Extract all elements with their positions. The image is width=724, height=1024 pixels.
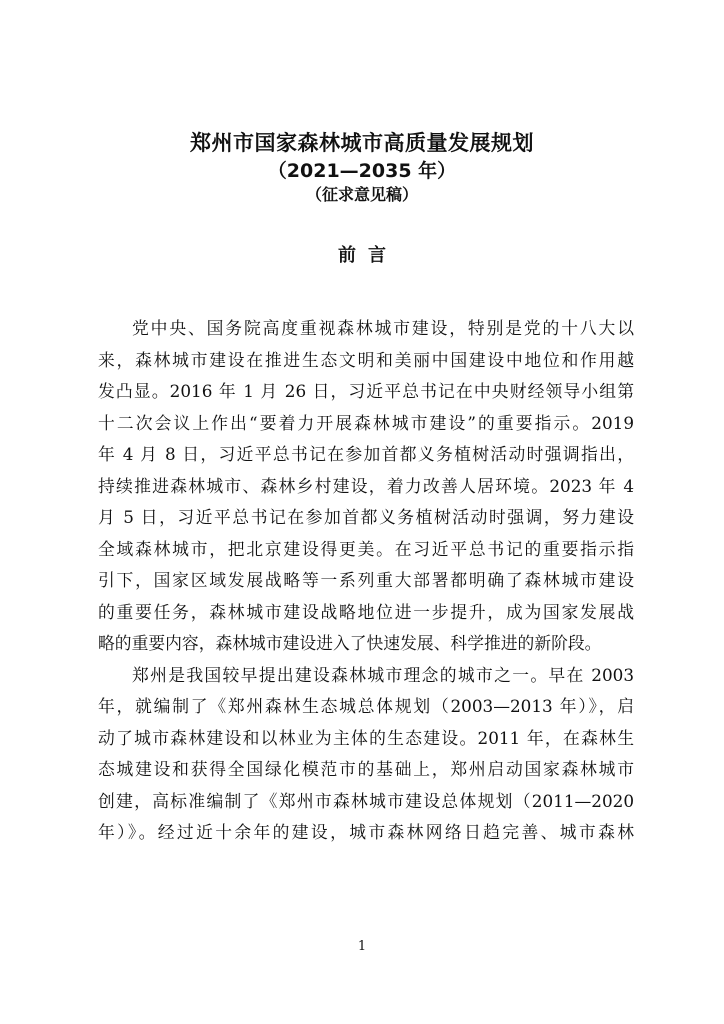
paragraph-1-line: 略的重要内容，森林城市建设进入了快速发展、科学推进的新阶段。	[98, 633, 602, 653]
paragraph-1-line: 全域森林城市，把北京建设得更美。在习近平总书记的重要指示指	[98, 538, 634, 559]
document-title: 郑州市国家森林城市高质量发展规划	[190, 130, 534, 155]
paragraph-1-line: 月 5 日，习近平总书记在参加首都义务植树活动时强调，努力建设	[98, 507, 634, 527]
section-heading-preface: 前言	[338, 245, 398, 266]
draft-label: （征求意见稿）	[305, 185, 418, 204]
paragraph-1-line: 十二次会议上作出“要着力开展森林城市建设”的重要指示。2019	[98, 412, 634, 433]
paragraph-2-line: 年）》。经过近十余年的建设，城市森林网络日趋完善、城市森林	[98, 822, 634, 842]
paragraph-2-line: 态城建设和获得全国绿化模范市的基础上，郑州启动国家森林城市	[98, 759, 634, 779]
document-period: （2021—2035 年）	[267, 160, 457, 182]
paragraph-1-line: 持续推进森林城市、森林乡村建设，着力改善人居环境。2023 年 4	[98, 475, 634, 496]
paragraph-1-line: 的重要任务，森林城市建设战略地位进一步提升，成为国家发展战	[98, 601, 634, 622]
paragraph-2-line: 动了城市森林建设和以林业为主体的生态建设。2011 年，在森林生	[98, 727, 634, 748]
paragraph-1-line: 引下，国家区域发展战略等一系列重大部署都明确了森林城市建设	[98, 570, 634, 590]
page-number: 1	[357, 939, 367, 954]
paragraph-1-line: 党中央、国务院高度重视森林城市建设，特别是党的十八大以	[132, 318, 634, 338]
paragraph-2-line: 年，就编制了《郑州森林生态城总体规划（2003—2013 年）》，启	[98, 696, 634, 716]
paragraph-2-line: 郑州是我国较早提出建设森林城市理念的城市之一。早在 2003	[132, 664, 634, 685]
paragraph-2-line: 创建，高标准编制了《郑州市森林城市建设总体规划（2011—2020	[98, 790, 634, 811]
document-body	[98, 313, 634, 849]
paragraph-1-line: 来，森林城市建设在推进生态文明和美丽中国建设中地位和作用越	[98, 349, 634, 370]
paragraph-1-line: 年 4 月 8 日，习近平总书记在参加首都义务植树活动时强调指出，	[98, 444, 634, 464]
paragraph-1-line: 发凸显。2016 年 1 月 26 日，习近平总书记在中央财经领导小组第	[98, 381, 634, 401]
